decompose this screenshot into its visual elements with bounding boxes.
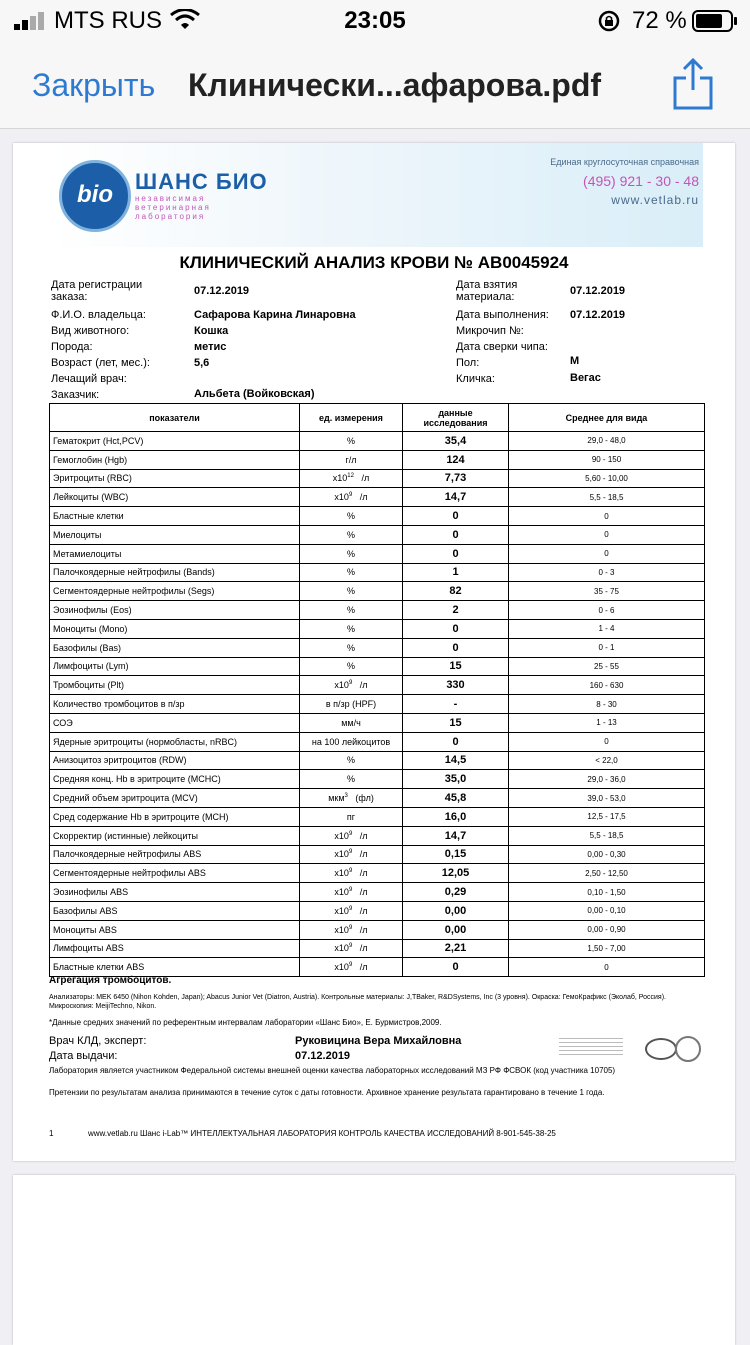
result-value: 0 [403,638,509,657]
reference-range: 0,00 - 0,10 [509,901,705,920]
table-row [50,883,705,902]
reference-range: 0 [509,525,705,544]
reference-range: 0 [509,732,705,751]
column-header: ед. измерения [300,404,403,432]
parameter-name: Лимфоциты (Lym) [50,657,300,676]
column-header: показатели [50,404,300,432]
table-row [50,770,705,789]
platelet-aggregation-note: Агрегация тромбоцитов. [49,975,172,986]
result-value: 0 [403,507,509,526]
lab-brand: ШАНС БИО [135,169,268,194]
table-row [50,789,705,808]
lab-banner [49,143,703,247]
meta-value: Альбета (Войковская) [194,388,315,400]
parameter-name: Базофилы (Bas) [50,638,300,657]
issue-date: 07.12.2019 [295,1050,351,1062]
table-row [50,563,705,582]
reference-range: 25 - 55 [509,657,705,676]
table-row [50,713,705,732]
pdf-page[interactable] [13,143,735,1161]
doctor-name: Руковицина Вера Михайловна [295,1035,462,1047]
result-value: 0 [403,958,509,977]
table-row [50,939,705,958]
unit-cell: % [300,507,403,526]
result-value: 45,8 [403,789,509,808]
result-value: 14,7 [403,826,509,845]
result-value: 35,4 [403,432,509,451]
reference-range: 90 - 150 [509,450,705,469]
analyzers-note: Анализаторы: MEK 6450 (Nihon Kohden, Japan); Abacus Junior Vet (Diatron, Austria). Контрольные материалы: J,TBaker, R&DSystems, Inc (3 уровня). Окраска: ГемоКрафикс (Эколаб, Россия). Микроскопия: MeijiTechno, Nikon. [49,994,666,1010]
meta-label: Микрочип №: [456,325,524,337]
meta-value: метис [194,341,227,353]
table-row [50,751,705,770]
reference-range: 8 - 30 [509,695,705,714]
unit-cell: г/л [300,450,403,469]
unit-cell: $x10^9$ /л [300,488,403,507]
report-title: КЛИНИЧЕСКИЙ АНАЛИЗ КРОВИ № AB0045924 [179,253,569,272]
result-value: 2 [403,601,509,620]
result-value: 0 [403,619,509,638]
reference-range: 0,10 - 1,50 [509,883,705,902]
meta-label: Ф.И.О. владельца: [51,309,146,321]
parameter-name: Тромбоциты (Plt) [50,676,300,695]
meta-label: Вид животного: [51,325,130,337]
meta-value: Кошка [194,325,229,337]
document-title: Клинически...афарова.pdf [188,67,602,103]
parameter-name: Моноциты (Mono) [50,619,300,638]
result-value: 0,00 [403,920,509,939]
reference-range: < 22,0 [509,751,705,770]
result-value: 1 [403,563,509,582]
reference-range: 0 [509,958,705,977]
page-footer: www.vetlab.ru Шанс i-Lab™ ИНТЕЛЛЕКТУАЛЬНАЯ ЛАБОРАТОРИЯ КОНТРОЛЬ КАЧЕСТВА ИССЛЕДОВАНИЙ 8-901-545-38-25 [88,1129,556,1138]
unit-cell: $x10^{12}$ /л [300,469,403,488]
column-header: данные исследования [403,404,509,432]
table-row [50,544,705,563]
parameter-name: Базофилы ABS [50,901,300,920]
unit-cell: $x10^9$ /л [300,676,403,695]
parameter-name: Эритроциты (RBC) [50,469,300,488]
result-value: 0,15 [403,845,509,864]
helpline-phone: (495) 921 - 30 - 48 [583,173,699,189]
unit-cell: мм/ч [300,713,403,732]
parameter-name: Сред содержание Hb в эритроците (MCH) [50,807,300,826]
result-value: 0 [403,544,509,563]
parameter-name: Скорректир (истинные) лейкоциты [50,826,300,845]
unit-cell: % [300,619,403,638]
unit-cell: % [300,751,403,770]
lab-brand-sub: лаборатория [135,212,206,221]
parameter-name: СОЭ [50,713,300,732]
battery-icon [692,10,738,32]
unit-cell: $x10^9$ /л [300,939,403,958]
table-row [50,864,705,883]
reference-range: 0 - 1 [509,638,705,657]
parameter-name: Средняя конц. Hb в эритроците (MCHC) [50,770,300,789]
result-value: 0,00 [403,901,509,920]
unit-cell: % [300,525,403,544]
lab-brand-sub: независимая [135,194,206,203]
unit-cell: % [300,582,403,601]
reference-note: *Данные средних значений по референтным интервалам лаборатории «Шанс Био», Е. Бурмистров,2009. [49,1018,442,1027]
parameter-name: Сегментоядерные нейтрофилы ABS [50,864,300,883]
share-icon[interactable] [672,58,714,110]
unit-cell: % [300,601,403,620]
result-value: 15 [403,713,509,732]
meta-value: М [570,355,580,367]
meta-label: Пол: [456,357,480,369]
parameter-name: Эозинофилы (Eos) [50,601,300,620]
meta-label: Порода: [51,341,93,353]
page-number: 1 [49,1129,54,1138]
result-value: 0 [403,525,509,544]
unit-cell: $x10^9$ /л [300,920,403,939]
parameter-name: Моноциты ABS [50,920,300,939]
parameter-name: Миелоциты [50,525,300,544]
result-value: 0 [403,732,509,751]
unit-cell: $x10^9$ /л [300,883,403,902]
nav-bar [0,40,750,129]
parameter-name: Сегментоядерные нейтрофилы (Segs) [50,582,300,601]
parameter-name: Лимфоциты ABS [50,939,300,958]
unit-cell: мкм$^3$ (фл) [300,789,403,808]
parameter-name: Гематокрит (Hct,PCV) [50,432,300,451]
lab-brand-sub: ветеринарная [135,203,211,212]
parameter-name: Ядерные эритроциты (нормобласты, nRBC) [50,732,300,751]
parameter-name: Средний объем эритроцита (MCV) [50,789,300,808]
parameter-name: Лейкоциты (WBC) [50,488,300,507]
reference-range: 29,0 - 36,0 [509,770,705,789]
unit-cell: % [300,563,403,582]
meta-value: Вегас [570,372,601,384]
unit-cell: % [300,657,403,676]
meta-label: Дата регистрации заказа: [51,279,143,303]
reference-range: 0 [509,507,705,526]
reference-range: 160 - 630 [509,676,705,695]
orientation-lock-icon [598,10,620,32]
unit-cell: $x10^9$ /л [300,901,403,920]
table-row [50,450,705,469]
reference-range: 12,5 - 17,5 [509,807,705,826]
result-value: 14,7 [403,488,509,507]
parameter-name: Палочкоядерные нейтрофилы (Bands) [50,563,300,582]
lab-website: www.vetlab.ru [611,193,699,207]
result-value: - [403,695,509,714]
doctor-label: Врач КЛД, эксперт: [49,1035,147,1047]
table-row [50,807,705,826]
reference-range: 2,50 - 12,50 [509,864,705,883]
table-row [50,432,705,451]
reference-range: 29,0 - 48,0 [509,432,705,451]
table-row [50,619,705,638]
table-row [50,488,705,507]
parameter-name: Гемоглобин (Hgb) [50,450,300,469]
reference-range: 5,60 - 10,00 [509,469,705,488]
table-header-row [50,404,705,432]
table-row [50,695,705,714]
reference-range: 1 - 4 [509,619,705,638]
unit-cell: % [300,770,403,789]
meta-value: 5,6 [194,357,210,369]
result-value: 7,73 [403,469,509,488]
reference-range: 1,50 - 7,00 [509,939,705,958]
table-row [50,582,705,601]
meta-label: Заказчик: [51,389,100,401]
meta-label: Кличка: [456,373,495,385]
meta-label: Дата взятия материала: [456,279,518,303]
table-row [50,525,705,544]
meta-value: 07.12.2019 [570,309,626,321]
reference-range: 35 - 75 [509,582,705,601]
result-value: 14,5 [403,751,509,770]
table-row [50,638,705,657]
table-row [50,845,705,864]
table-row [50,507,705,526]
table-row [50,601,705,620]
helpline-title: Единая круглосуточная справочная [550,157,699,167]
table-row [50,657,705,676]
reference-range: 0 [509,544,705,563]
unit-cell: % [300,544,403,563]
meta-label: Дата сверки чипа: [456,341,548,353]
table-row [50,958,705,977]
parameter-name: Количество тромбоцитов в п/зр [50,695,300,714]
reference-range: 1 - 13 [509,713,705,732]
column-header: Среднее для вида [509,404,705,432]
clock: 23:05 [344,7,406,34]
result-value: 2,21 [403,939,509,958]
issue-label: Дата выдачи: [49,1050,118,1062]
certification-stamps [559,1036,704,1060]
reference-range: 0,00 - 0,90 [509,920,705,939]
meta-value: 07.12.2019 [194,285,250,297]
reference-range: 39,0 - 53,0 [509,789,705,808]
participation-note: Лаборатория является участником Федеральной системы внешней оценки качества лабораторных исследований МЗ РФ ФСВОК (код участника 10705) [49,1066,616,1075]
parameter-name: Палочкоядерные нейтрофилы ABS [50,845,300,864]
close-button[interactable]: Закрыть [32,67,156,103]
parameter-name: Бластные клетки ABS [50,958,300,977]
reference-range: 5,5 - 18,5 [509,488,705,507]
result-value: 82 [403,582,509,601]
battery-percent: 72 % [632,7,687,34]
unit-cell: $x10^9$ /л [300,845,403,864]
table-row [50,676,705,695]
result-value: 35,0 [403,770,509,789]
meta-label: Лечащий врач: [51,373,127,385]
table-row [50,901,705,920]
reference-range: 5,5 - 18,5 [509,826,705,845]
result-value: 0,29 [403,883,509,902]
carrier-label: MTS RUS [54,7,162,34]
result-value: 15 [403,657,509,676]
reference-range: 0,00 - 0,30 [509,845,705,864]
status-bar [0,0,750,40]
unit-cell: $x10^9$ /л [300,826,403,845]
unit-cell: в п/зр (HPF) [300,695,403,714]
meta-value: Сафарова Карина Линаровна [194,309,356,321]
table-row [50,920,705,939]
reference-range: 0 - 6 [509,601,705,620]
pdf-page-2[interactable] [13,1175,735,1345]
results-table [49,403,705,977]
reference-range: 0 - 3 [509,563,705,582]
unit-cell: $x10^9$ /л [300,958,403,977]
unit-cell: $x10^9$ /л [300,864,403,883]
lab-logo: bio [59,160,131,232]
meta-label: Возраст (лет, мес.): [51,357,150,369]
table-row [50,826,705,845]
unit-cell: % [300,638,403,657]
table-row [50,469,705,488]
unit-cell: на 100 лейкоцитов [300,732,403,751]
meta-value: 07.12.2019 [570,285,626,297]
claims-note: Претензии по результатам анализа принимаются в течение суток с даты готовности. Архивное хранение результата гарантировано в течение 1 года. [49,1088,605,1097]
parameter-name: Бластные клетки [50,507,300,526]
result-value: 330 [403,676,509,695]
result-value: 12,05 [403,864,509,883]
parameter-name: Эозинофилы ABS [50,883,300,902]
parameter-name: Анизоцитоз эритроцитов (RDW) [50,751,300,770]
table-row [50,732,705,751]
unit-cell: пг [300,807,403,826]
parameter-name: Метамиелоциты [50,544,300,563]
result-value: 124 [403,450,509,469]
meta-label: Дата выполнения: [456,309,549,321]
unit-cell: % [300,432,403,451]
result-value: 16,0 [403,807,509,826]
